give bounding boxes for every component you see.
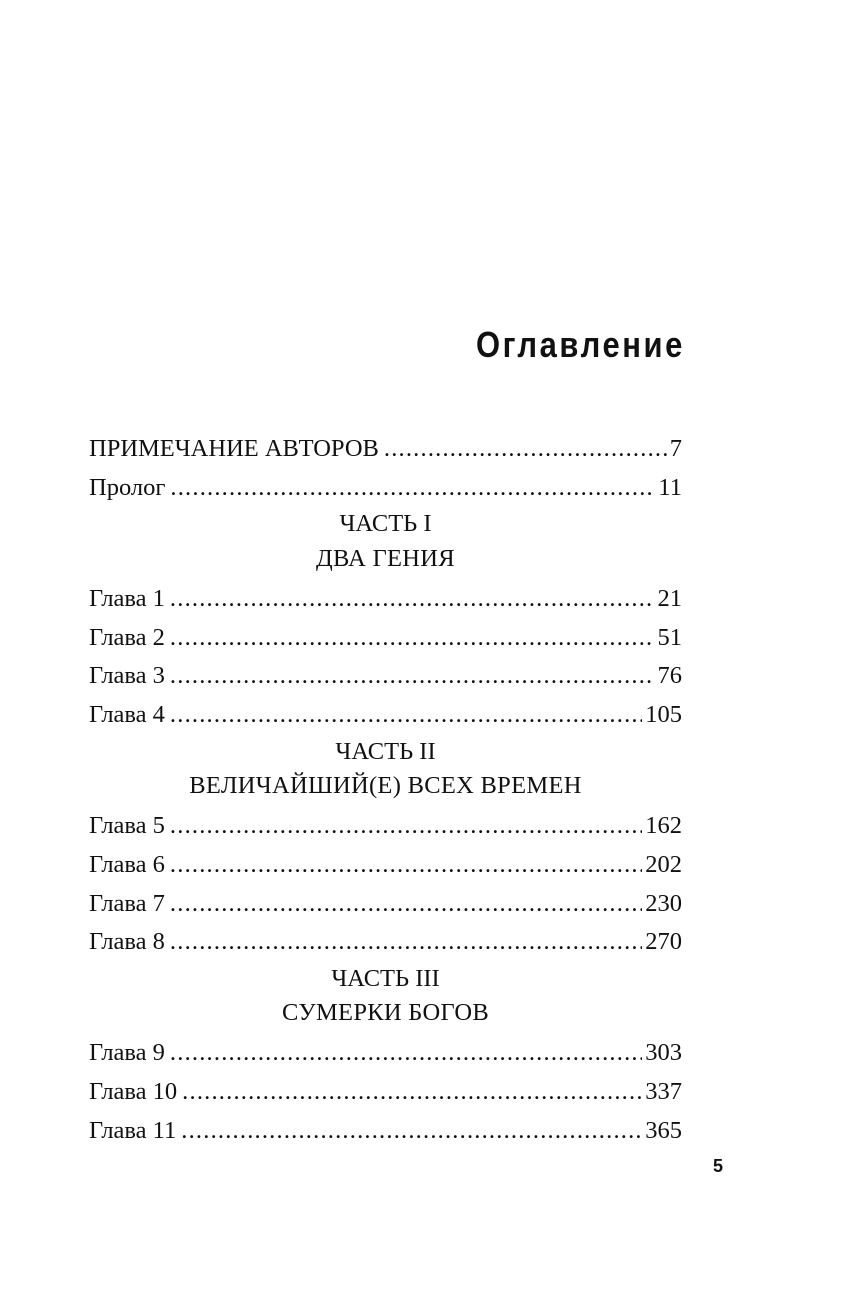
toc-entry-chapter (89, 619, 682, 658)
part-heading: ЧАСТЬ III (331, 964, 440, 992)
toc-entry-label: Глава 6 (89, 850, 165, 878)
dot-leader (170, 923, 642, 962)
toc-entry-prologue (89, 469, 682, 508)
dot-leader (170, 885, 642, 924)
part-title: ВЕЛИЧАЙШИЙ(Е) ВСЕХ ВРЕМЕН (189, 772, 582, 800)
toc-entry-chapter (89, 923, 682, 962)
toc-entry-label: Глава 5 (89, 812, 165, 840)
dot-leader (170, 696, 642, 735)
toc-entry-label: Пролог (89, 473, 166, 501)
toc-entry-page: 270 (645, 928, 682, 956)
dot-leader (170, 580, 655, 619)
toc-entry-chapter (89, 580, 682, 619)
part-title: СУМЕРКИ БОГОВ (282, 999, 489, 1027)
toc-entry-chapter (89, 846, 682, 885)
dot-leader (170, 469, 655, 508)
toc-entry-page: 11 (658, 473, 682, 501)
toc-entry-page: 51 (657, 623, 682, 651)
toc-entry-page: 105 (645, 700, 682, 728)
toc-entry-chapter (89, 657, 682, 696)
page-title: Оглавление (476, 324, 685, 365)
toc-entry-label: Глава 3 (89, 662, 165, 690)
toc-entry-label: Глава 11 (89, 1116, 177, 1144)
toc-entry-authors-note (89, 430, 682, 469)
toc-entry-page: 76 (657, 662, 682, 690)
dot-leader (384, 430, 667, 469)
toc-entry-chapter (89, 885, 682, 924)
part-heading: ЧАСТЬ I (339, 510, 432, 538)
part-title: ДВА ГЕНИЯ (316, 544, 455, 572)
toc-entry-label: Глава 10 (89, 1078, 178, 1106)
toc-entry-label: Глава 1 (89, 584, 165, 612)
toc-entry-chapter (89, 1034, 682, 1073)
toc-entry-label: Глава 4 (89, 700, 165, 728)
dot-leader (170, 846, 642, 885)
dot-leader (182, 1073, 642, 1112)
toc-entry-page: 162 (645, 812, 682, 840)
page-number: 5 (713, 1156, 724, 1176)
toc-entry-page: 303 (645, 1039, 682, 1067)
dot-leader (170, 1034, 642, 1073)
part-heading: ЧАСТЬ II (335, 737, 436, 765)
dot-leader (181, 1112, 642, 1151)
toc-entry-chapter (89, 807, 682, 846)
dot-leader (170, 619, 655, 658)
toc-entry-chapter (89, 1073, 682, 1112)
dot-leader (170, 657, 655, 696)
toc-entry-page: 365 (645, 1116, 682, 1144)
toc-entry-chapter (89, 696, 682, 735)
toc-entry-label: Глава 2 (89, 623, 165, 651)
toc-entry-page: 21 (657, 584, 682, 612)
toc-entry-label: ПРИМЕЧАНИЕ АВТОРОВ (89, 435, 379, 462)
toc-entry-label: Глава 9 (89, 1039, 165, 1067)
table-of-contents (89, 430, 682, 1150)
toc-entry-page: 7 (669, 435, 682, 462)
dot-leader (170, 807, 642, 846)
toc-entry-label: Глава 7 (89, 889, 165, 917)
toc-entry-page: 202 (645, 850, 682, 878)
toc-entry-page: 230 (645, 889, 682, 917)
toc-entry-page: 337 (645, 1078, 682, 1106)
toc-entry-label: Глава 8 (89, 928, 165, 956)
toc-entry-chapter (89, 1112, 682, 1151)
